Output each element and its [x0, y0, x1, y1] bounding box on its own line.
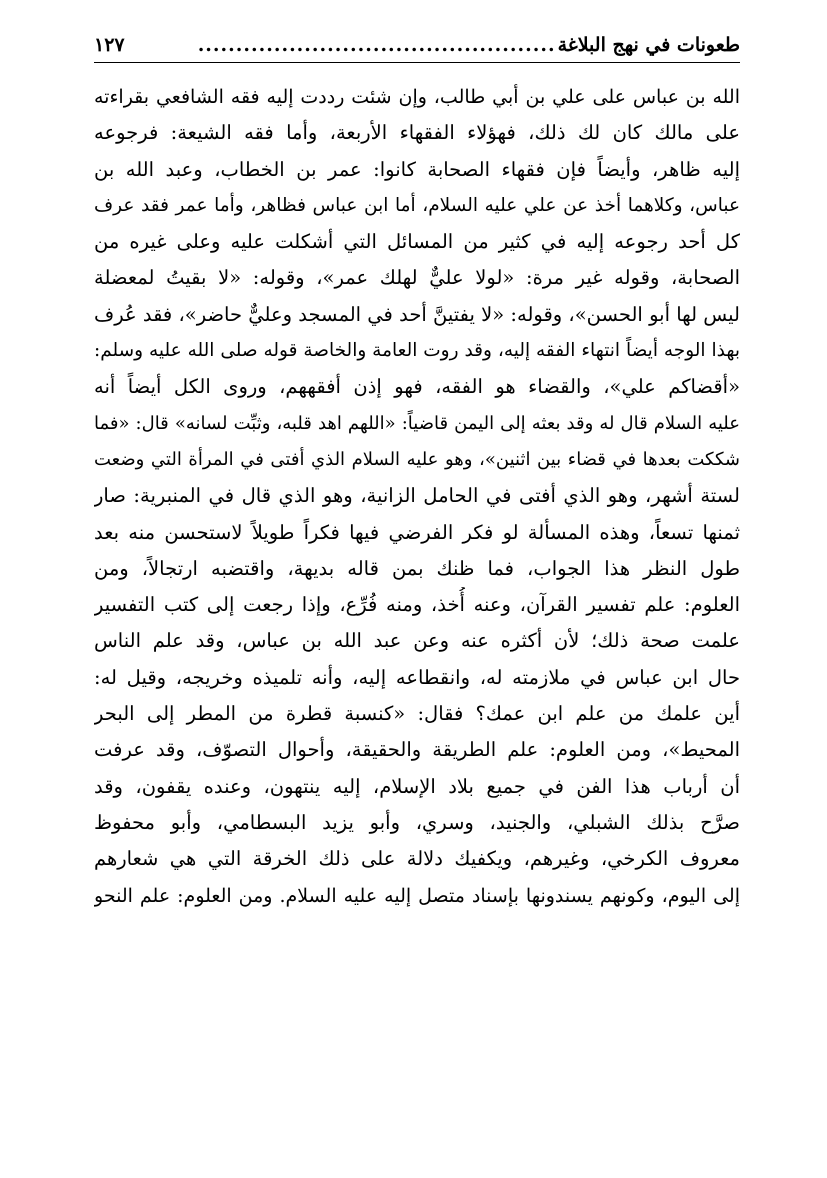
- running-header: [94, 28, 740, 62]
- text-line: المحيط»، ومن العلوم: علم الطريقة والحقيقة، وأحوال التصوّف، وقد عرفت: [94, 738, 740, 762]
- text-line: ليس لها أبو الحسن»، وقوله: «لا يفتينَّ أحد في المسجد وعليٌّ حاضر»، فقد عُرف: [94, 302, 740, 326]
- text-line: الصحابة، وقوله غير مرة: «لولا عليٌّ لهلك عمر»، وقوله: «لا بقيتُ لمعضلة: [94, 266, 740, 290]
- text-line: لستة أشهر، وهو الذي أفتى في الحامل الزانية، وهو الذي قال في المنبرية: صار: [94, 484, 740, 508]
- text-line: طول النظر هذا الجواب، فما ظنك بمن قاله بديهة، واقتضبه ارتجالاً، ومن: [94, 556, 740, 580]
- book-page: [94, 28, 740, 914]
- text-line: عليه السلام قال له وقد بعثه إلى اليمن قاضياً: «اللهم اهد قلبه، وثبِّت لسانه» قال: «فما: [94, 412, 740, 434]
- text-line: صرَّح بذلك الشبلي، والجنيد، وسري، وأبو يزيد البسطامي، وأبو محفوظ: [94, 810, 740, 834]
- text-line: على مالك كان لك ذلك، فهؤلاء الفقهاء الأربعة، وأما فقه الشيعة: فرجوعه: [94, 121, 740, 145]
- text-line: العلوم: علم تفسير القرآن، وعنه أُخذ، ومنه فُرِّع، وإذا رجعت إلى كتب التفسير: [94, 593, 740, 617]
- text-line: عباس، وكلاهما أخذ عن علي عليه السلام، أما ابن عباس فظاهر، وأما عمر فقد عرف: [94, 194, 740, 216]
- text-line: إليه ظاهر، وأيضاً فإن فقهاء الصحابة كانوا: عمر بن الخطاب، وعبد الله بن: [94, 157, 740, 181]
- text-line: أين علمك من علم ابن عمك؟ فقال: «كنسبة قطرة من المطر إلى البحر: [94, 702, 740, 726]
- text-line: شككت بعدها في قضاء بين اثنين»، وهو عليه السلام الذي أفتى في المرأة التي وضعت: [94, 448, 740, 470]
- book-title: طعونات في نهج البلاغة: [557, 34, 740, 56]
- body-text: [94, 79, 740, 914]
- text-line: إلى اليوم، وكونهم يسندونها بإسناد متصل إليه عليه السلام. ومن العلوم: علم النحو: [94, 884, 740, 907]
- text-line: «أقضاكم علي»، والقضاء هو الفقه، فهو إذن أفقههم، وروى الكل أيضاً أنه: [94, 375, 740, 399]
- text-line: أن أرباب هذا الفن في جميع بلاد الإسلام، إليه ينتهون، وعنده يقفون، وقد: [94, 774, 740, 798]
- page-number: ١٢٧: [94, 34, 125, 56]
- text-line: حال ابن عباس في ملازمته له، وانقطاعه إليه، وأنه تلميذه وخريجه، وقيل له:: [94, 665, 740, 689]
- header-rule: [94, 62, 740, 63]
- text-line: بهذا الوجه أيضاً انتهاء الفقه إليه، وقد روت العامة والخاصة قوله صلى الله عليه وسلم:: [94, 340, 740, 362]
- text-line: معروف الكرخي، وغيرهم، ويكفيك دلالة على ذلك الخرقة التي هي شعارهم: [94, 847, 740, 871]
- leader-dots: ...............................................: [197, 34, 556, 56]
- text-line: علمت صحة ذلك؛ لأن أكثره عنه وعن عبد الله بن عباس، وقد علم الناس: [94, 629, 740, 653]
- text-line: ثمنها تسعاً، وهذه المسألة لو فكر الفرضي فيها فكراً طويلاً لاستحسن منه بعد: [94, 520, 740, 544]
- text-line: كل أحد رجوعه إليه في كثير من المسائل التي أشكلت عليه وعلى غيره من: [94, 230, 740, 254]
- text-line: الله بن عباس على علي بن أبي طالب، وإن شئت رددت إليه فقه الشافعي بقراءته: [94, 86, 740, 108]
